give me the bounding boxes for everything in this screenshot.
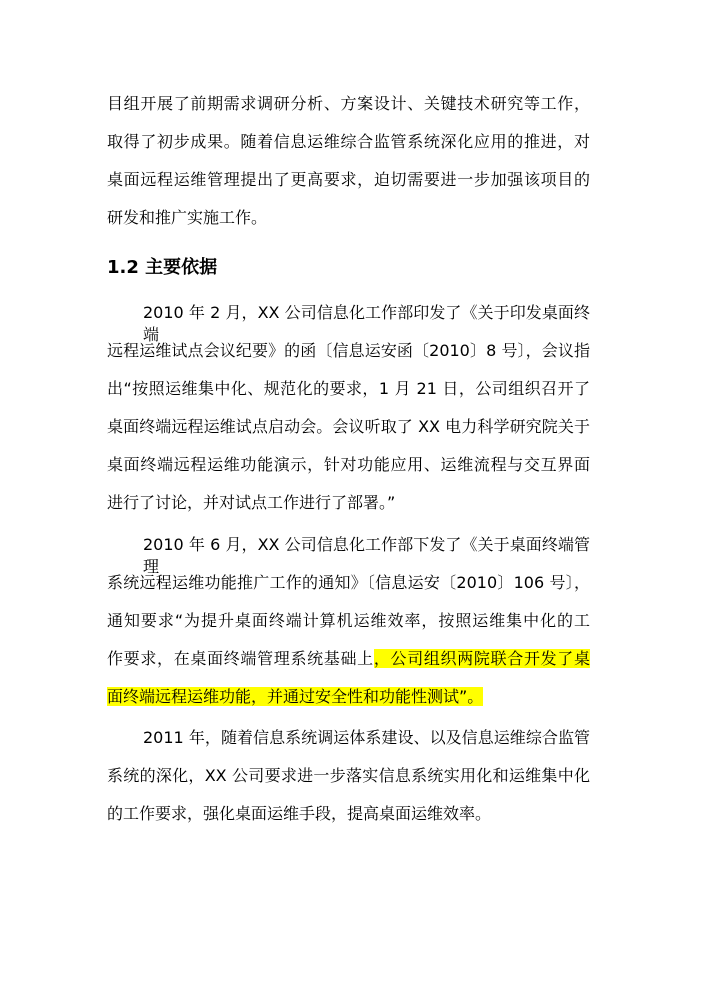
text-line: 2011 年，随着信息系统调运体系建设、以及信息运维综合监管 xyxy=(143,728,590,747)
text-line xyxy=(107,686,590,708)
text-line: 2010 年 2 月，XX 公司信息化工作部印发了《关于印发桌面终端 xyxy=(143,303,590,344)
highlighted-text: 面终端远程运维功能，并通过安全性和功能性测试”。 xyxy=(107,687,484,706)
text-line: 取得了初步成果。随着信息运维综合监管系统深化应用的推进，对 xyxy=(107,132,590,151)
section-heading: 1.2 主要依据 xyxy=(107,257,218,278)
text-line: 研发和推广实施工作。 xyxy=(107,208,268,227)
text-line xyxy=(107,648,590,670)
text-line: 的工作要求，强化桌面运维手段，提高桌面运维效率。 xyxy=(107,804,492,823)
text-line: 2010 年 6 月，XX 公司信息化工作部下发了《关于桌面终端管理 xyxy=(143,535,590,576)
text-line: 桌面终端远程运维功能演示，针对功能应用、运维流程与交互界面 xyxy=(107,455,590,474)
text-line: 目组开展了前期需求调研分析、方案设计、关键技术研究等工作， xyxy=(107,94,590,113)
text-line: 通知要求“为提升桌面终端计算机运维效率，按照运维集中化的工 xyxy=(107,611,590,630)
text-line: 桌面终端远程运维试点启动会。会议听取了 XX 电力科学研究院关于 xyxy=(107,417,590,436)
text-line: 远程运维试点会议纪要》的函〔信息运安函〔2010〕8 号〕，会议指 xyxy=(107,341,590,360)
text-segment: 作要求，在桌面终端管理系统基础上 xyxy=(107,649,374,668)
text-line: 系统远程运维功能推广工作的通知》〔信息运安〔2010〕106 号〕， xyxy=(107,573,590,592)
text-line: 进行了讨论，并对试点工作进行了部署。” xyxy=(107,493,396,512)
text-line: 系统的深化，XX 公司要求进一步落实信息系统实用化和运维集中化 xyxy=(107,766,590,785)
text-line: 出“按照运维集中化、规范化的要求，1 月 21 日，公司组织召开了 xyxy=(107,379,590,398)
text-line: 桌面远程运维管理提出了更高要求，迫切需要进一步加强该项目的 xyxy=(107,170,590,189)
highlighted-text: ，公司组织两院联合开发了桌 xyxy=(373,649,590,668)
